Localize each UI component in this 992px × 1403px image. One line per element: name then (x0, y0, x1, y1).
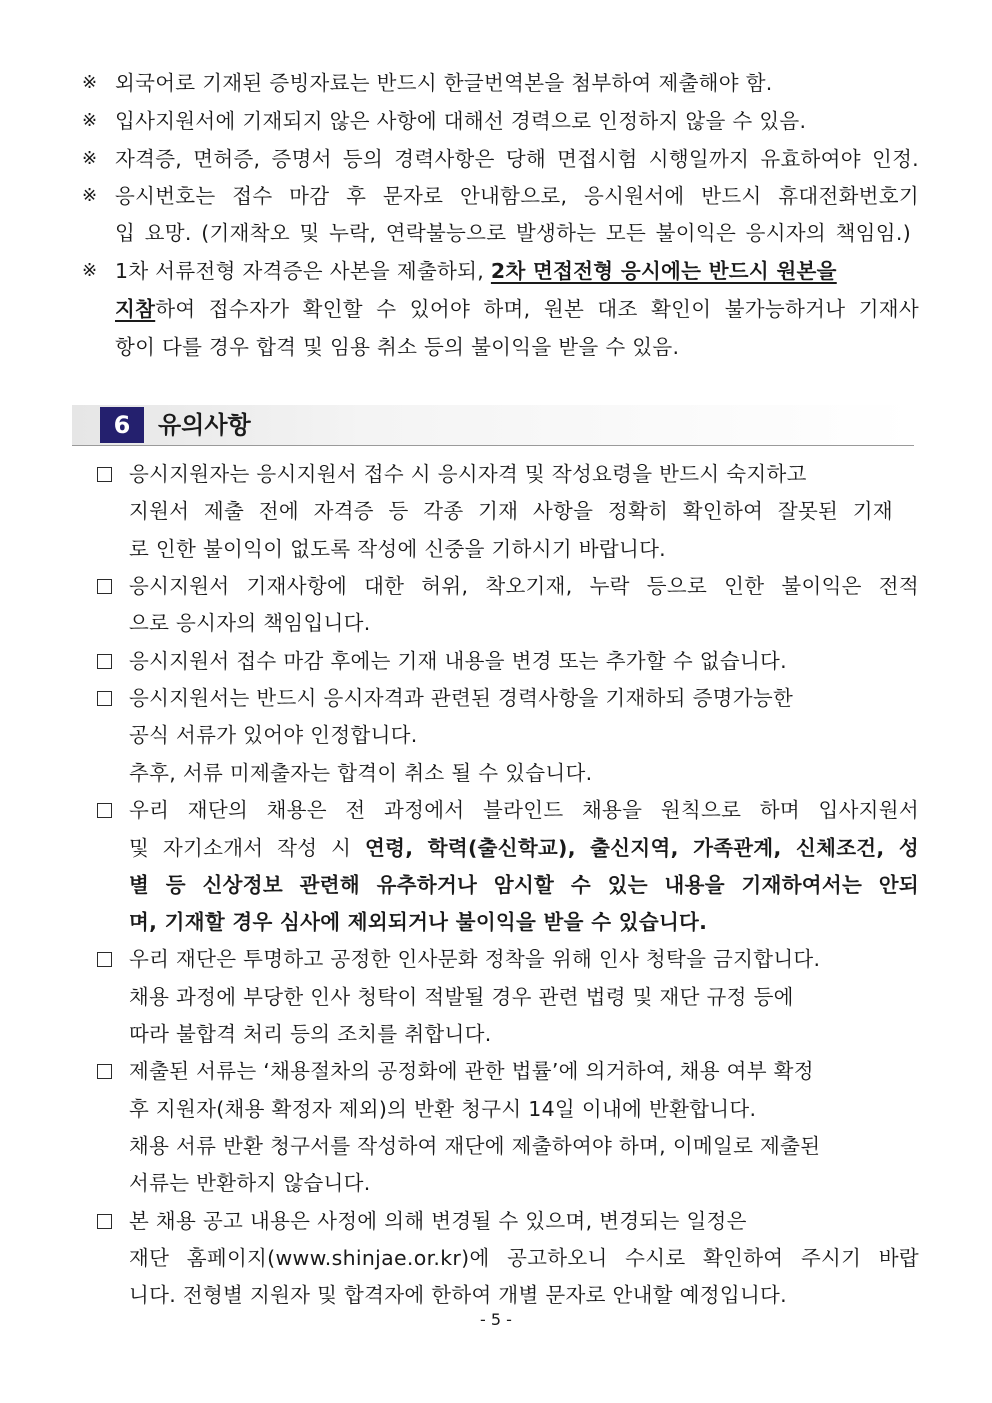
note-line: 입사지원서에 기재되지 않은 사항에 대해선 경력으로 인정하지 않을 수 있음. (115, 109, 807, 133)
note-line: 자격증, 면허증, 증명서 등의 경력사항은 당해 면접시험 시행일까지 유효하여야 인정. (115, 147, 919, 171)
underlined-emphasis: 2차 면접전형 응시에는 반드시 원본을 (490, 259, 837, 283)
checkbox-bullet-icon (97, 1064, 112, 1079)
bullet-text: 및 자기소개서 작성 시 (129, 836, 366, 860)
note-line: 입 요망. (기재착오 및 누락, 연락불능으로 발생하는 모든 불이익은 응시자의 책임임.) (115, 221, 911, 245)
bullet-line: 지원서 제출 전에 자격증 등 각종 기재 사항을 정확히 확인하여 잘못된 기재 (129, 499, 893, 523)
bold-emphasis: 연령, 학력(출신학교), 출신지역, 가족관계, 신체조건, 성 (365, 836, 919, 860)
checkbox-bullet-icon (97, 803, 112, 818)
bullet-line: 서류는 반환하지 않습니다. (129, 1171, 371, 1195)
checkbox-bullet-icon (97, 654, 112, 669)
reference-mark: ※ (82, 148, 98, 169)
note-line: 응시번호는 접수 마감 후 문자로 안내함으로, 응시원서에 반드시 휴대전화번호기 (115, 184, 919, 208)
bullet-line: 후 지원자(채용 확정자 제외)의 반환 청구시 14일 이내에 반환합니다. (129, 1097, 757, 1121)
bullet-line: 채용 서류 반환 청구서를 작성하여 재단에 제출하여야 하며, 이메일로 제출된 (129, 1134, 821, 1158)
bullet-line: 따라 불합격 처리 등의 조치를 취합니다. (129, 1022, 492, 1046)
checkbox-bullet-icon (97, 691, 112, 706)
reference-mark: ※ (82, 72, 98, 93)
note-line: 항이 다를 경우 합격 및 임용 취소 등의 불이익을 받을 수 있음. (115, 335, 680, 359)
note-line (115, 257, 885, 285)
section-number-badge: 6 (100, 407, 144, 443)
note-text: 하여 접수자가 확인할 수 있어야 하며, 원본 대조 확인이 불가능하거나 기재사 (155, 297, 919, 321)
checkbox-bullet-icon (97, 952, 112, 967)
bullet-line: 제출된 서류는 ‘채용절차의 공정화에 관한 법률’에 의거하여, 채용 여부 확정 (129, 1059, 814, 1083)
bullet-line: 으로 응시자의 책임입니다. (129, 611, 371, 635)
bullet-line: 공식 서류가 있어야 인정합니다. (129, 723, 418, 747)
bullet-line: 본 채용 공고 내용은 사정에 의해 변경될 수 있으며, 변경되는 일정은 (129, 1209, 747, 1233)
note-line (115, 295, 919, 323)
section-heading (72, 405, 914, 445)
bullet-line: 응시지원서 기재사항에 대한 허위, 착오기재, 누락 등으로 인한 불이익은 전적 (129, 574, 919, 598)
bullet-line: 응시지원서 접수 마감 후에는 기재 내용을 변경 또는 추가할 수 없습니다. (129, 649, 787, 673)
underlined-emphasis: 지참 (115, 297, 156, 321)
note-text: 1차 서류전형 자격증은 사본을 제출하되, (115, 259, 491, 283)
bullet-line: 추후, 서류 미제출자는 합격이 취소 될 수 있습니다. (129, 761, 593, 785)
checkbox-bullet-icon (97, 579, 112, 594)
reference-mark: ※ (82, 110, 98, 131)
bold-emphasis: 별 등 신상정보 관련해 유추하거나 암시할 수 있는 내용을 기재하여서는 안되 (129, 873, 919, 897)
bullet-line: 니다. 전형별 지원자 및 합격자에 한하여 개별 문자로 안내할 예정입니다. (129, 1283, 787, 1307)
bullet-line: 우리 재단의 채용은 전 과정에서 블라인드 채용을 원칙으로 하며 입사지원서 (129, 798, 919, 822)
bullet-line: 응시지원서는 반드시 응시자격과 관련된 경력사항을 기재하되 증명가능한 (129, 686, 794, 710)
bullet-line: 로 인한 불이익이 없도록 작성에 신중을 기하시기 바랍니다. (129, 537, 667, 561)
note-line: 외국어로 기재된 증빙자료는 반드시 한글번역본을 첨부하여 제출해야 함. (115, 71, 773, 95)
bold-emphasis: 며, 기재할 경우 심사에 제외되거나 불이익을 받을 수 있습니다. (129, 910, 708, 934)
reference-mark: ※ (82, 260, 98, 281)
bullet-line: 응시지원자는 응시지원서 접수 시 응시자격 및 작성요령을 반드시 숙지하고 (129, 462, 807, 486)
bullet-line: 우리 재단은 투명하고 공정한 인사문화 정착을 위해 인사 청탁을 금지합니다. (129, 947, 821, 971)
section-title: 유의사항 (158, 411, 251, 439)
page-number: - 5 - (480, 1310, 512, 1329)
checkbox-bullet-icon (97, 1214, 112, 1229)
bullet-line (129, 834, 919, 862)
reference-mark: ※ (82, 185, 98, 206)
bullet-line: 재단 홈페이지(www.shinjae.or.kr)에 공고하오니 수시로 확인하여 주시기 바랍 (129, 1246, 919, 1270)
checkbox-bullet-icon (97, 467, 112, 482)
bullet-line: 채용 과정에 부당한 인사 청탁이 적발될 경우 관련 법령 및 재단 규정 등에 (129, 985, 794, 1009)
